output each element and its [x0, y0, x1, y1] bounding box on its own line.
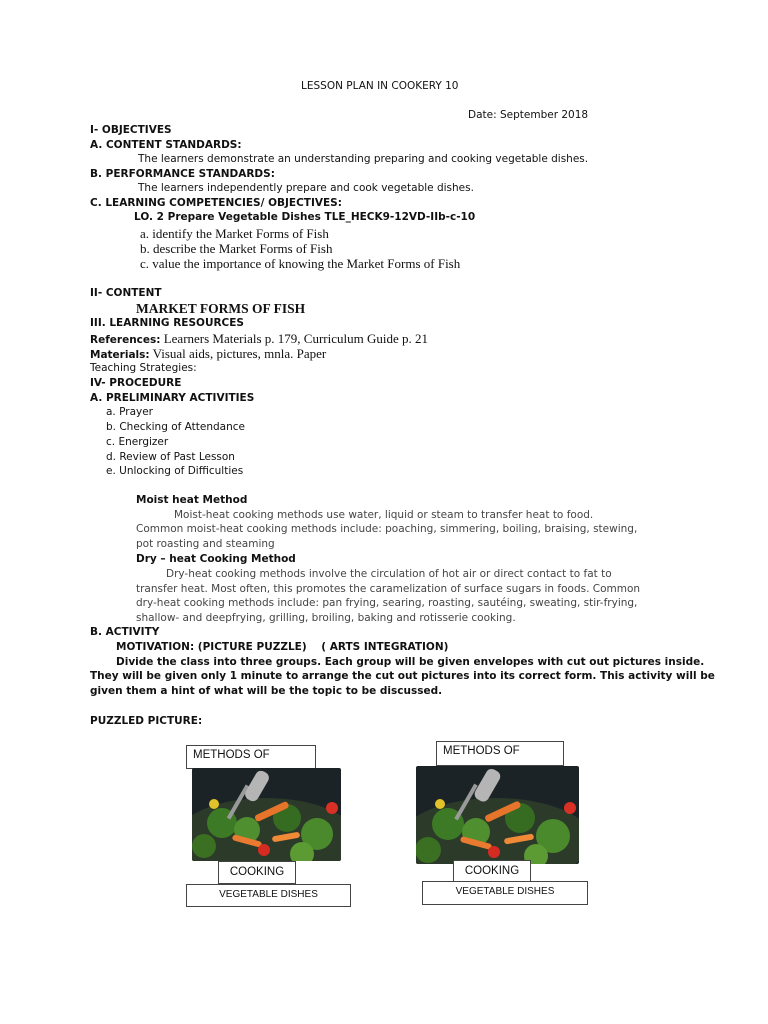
content-standards-heading: A. CONTENT STANDARDS:: [90, 139, 242, 151]
learning-outcome: LO. 2 Prepare Vegetable Dishes TLE_HECK9-12VD-IIb-c-10: [134, 211, 476, 223]
competencies-heading: C. LEARNING COMPETENCIES/ OBJECTIVES:: [90, 197, 342, 209]
content-standards-text: The learners demonstrate an understanding preparing and cooking vegetable dishes.: [138, 153, 589, 165]
moist-heat-line: Common moist-heat cooking methods include: poaching, simmering, boiling, braising, stewing,: [136, 523, 638, 535]
puzzle-picture-2: [416, 730, 602, 916]
puzzle-picture-1: [178, 730, 358, 916]
activity-line: given them a hint of what will be the topic to be discussed.: [90, 685, 443, 697]
preliminary-item: d. Review of Past Lesson: [106, 451, 235, 463]
references: [90, 331, 428, 347]
dry-heat-line: shallow- and deepfrying, grilling, broiling, baking and rotisserie cooking.: [136, 612, 516, 624]
activity-heading: B. ACTIVITY: [90, 626, 160, 638]
materials: [90, 346, 326, 362]
puzzle-bottom-label: VEGETABLE DISHES: [422, 881, 588, 905]
preliminary-heading: A. PRELIMINARY ACTIVITIES: [90, 392, 255, 404]
content-heading: II- CONTENT: [90, 287, 162, 299]
vegetable-photo: [416, 766, 579, 864]
performance-standards-text: The learners independently prepare and cook vegetable dishes.: [138, 182, 474, 194]
resources-heading: III. LEARNING RESOURCES: [90, 317, 244, 329]
content-topic: MARKET FORMS OF FISH: [136, 301, 306, 316]
moist-heat-title: Moist heat Method: [136, 494, 248, 506]
objective-item: c. value the importance of knowing the Market Forms of Fish: [140, 256, 461, 271]
activity-line: Divide the class into three groups. Each group will be given envelopes with cut out pictures inside.: [116, 656, 705, 668]
dry-heat-line: Dry-heat cooking methods involve the circulation of hot air or direct contact to fat to: [166, 568, 612, 580]
activity-line: They will be given only 1 minute to arrange the cut out pictures into its correct form. This activity will be: [90, 670, 715, 682]
document-title: LESSON PLAN IN COOKERY 10: [301, 80, 459, 92]
references-label: References:: [90, 334, 161, 346]
preliminary-item: a. Prayer: [106, 406, 153, 418]
puzzle-middle-label: COOKING: [218, 861, 296, 884]
puzzle-top-label: METHODS OF: [436, 741, 564, 766]
vegetable-photo: [192, 768, 341, 861]
puzzle-bottom-label: VEGETABLE DISHES: [186, 884, 351, 907]
preliminary-item: c. Energizer: [106, 436, 169, 448]
procedure-heading: IV- PROCEDURE: [90, 377, 182, 389]
teaching-strategies: Teaching Strategies:: [90, 362, 197, 374]
objective-item: b. describe the Market Forms of Fish: [140, 241, 333, 256]
references-text: Learners Materials p. 179, Curriculum Guide p. 21: [160, 331, 428, 346]
materials-text: Visual aids, pictures, mnla. Paper: [149, 346, 327, 361]
motivation: MOTIVATION: (PICTURE PUZZLE) ( ARTS INTEGRATION): [116, 641, 449, 653]
dry-heat-title: Dry – heat Cooking Method: [136, 553, 296, 565]
moist-heat-line: Moist-heat cooking methods use water, liquid or steam to transfer heat to food.: [174, 509, 594, 521]
date: Date: September 2018: [468, 109, 589, 121]
vegetable-dish-image: [192, 768, 341, 861]
moist-heat-line: pot roasting and steaming: [136, 538, 275, 550]
preliminary-item: b. Checking of Attendance: [106, 421, 246, 433]
vegetable-dish-image: [416, 766, 579, 864]
puzzle-top-label: METHODS OF: [186, 745, 316, 769]
objectives-heading: I- OBJECTIVES: [90, 124, 172, 136]
performance-standards-heading: B. PERFORMANCE STANDARDS:: [90, 168, 275, 180]
dry-heat-line: dry-heat cooking methods include: pan frying, searing, roasting, sautéing, sweating, stir-frying,: [136, 597, 638, 609]
puzzled-picture-label: PUZZLED PICTURE:: [90, 715, 203, 727]
materials-label: Materials:: [90, 349, 150, 361]
objective-item: a. identify the Market Forms of Fish: [140, 226, 329, 241]
dry-heat-line: transfer heat. Most often, this promotes the caramelization of surface sugars in foods. Common: [136, 583, 641, 595]
puzzle-middle-label: COOKING: [453, 860, 531, 884]
preliminary-item: e. Unlocking of Difficulties: [106, 465, 244, 477]
